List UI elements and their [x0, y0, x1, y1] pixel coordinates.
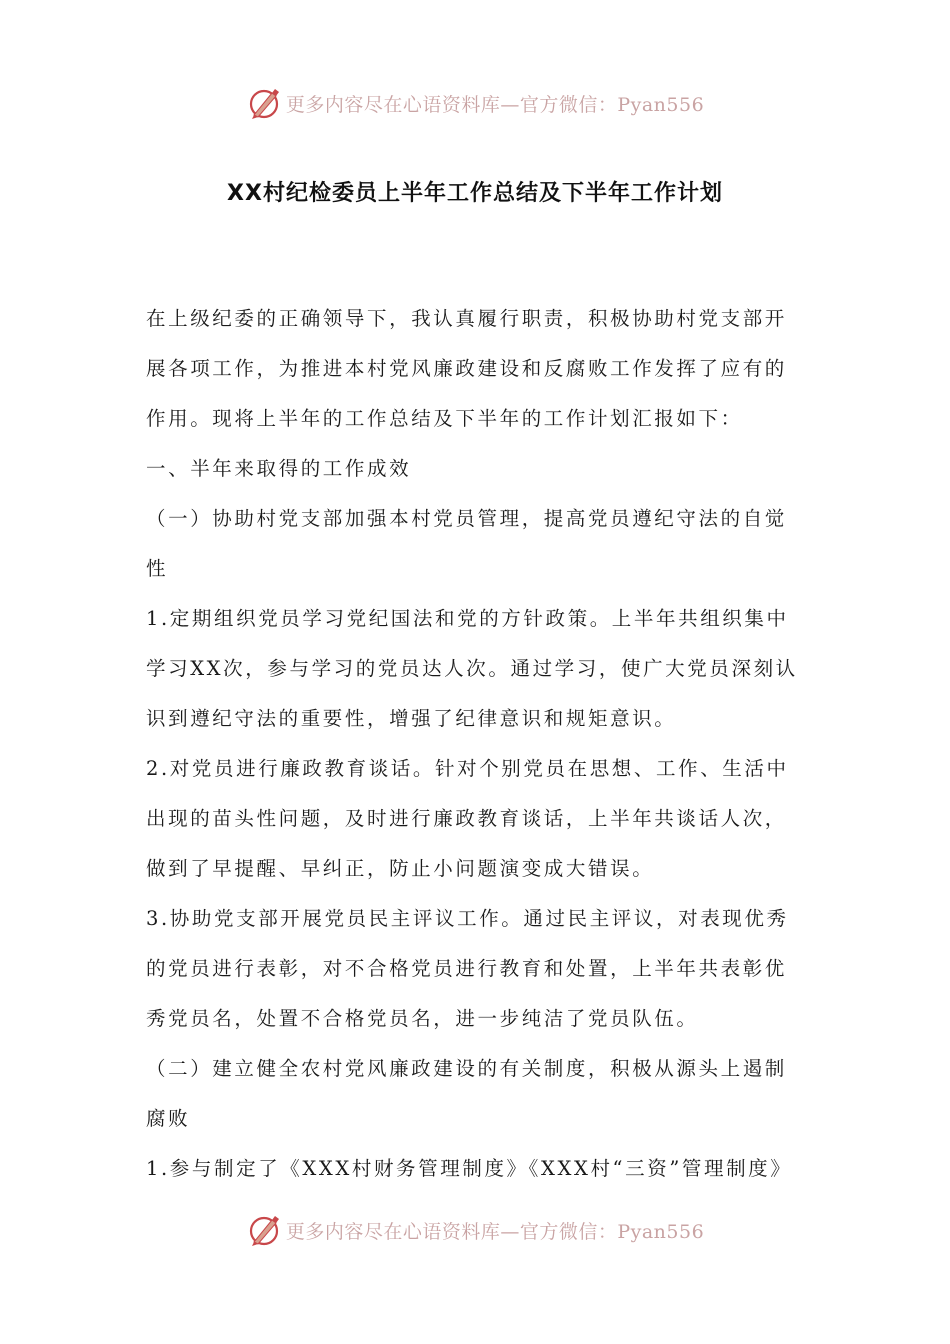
body-line: 展各项工作，为推进本村党风廉政建设和反腐败工作发挥了应有的 — [146, 357, 787, 380]
body-line: 识到遵纪守法的重要性，增强了纪律意识和规矩意识。 — [146, 707, 677, 730]
body-line: 3.协助党支部开展党员民主评议工作。通过民主评议，对表现优秀 — [146, 907, 789, 930]
body-line: 在上级纪委的正确领导下，我认真履行职责，积极协助村党支部开 — [146, 307, 787, 330]
body-line: 1.定期组织党员学习党纪国法和党的方针政策。上半年共组织集中 — [146, 607, 789, 630]
page-title: XX村纪检委员上半年工作总结及下半年工作计划 — [227, 181, 723, 206]
body-line: 做到了早提醒、早纠正，防止小问题演变成大错误。 — [146, 857, 655, 880]
pen-circle-logo-icon — [246, 1212, 282, 1248]
watermark-text: 更多内容尽在心语资料库—官方微信：Pyan556 — [285, 1220, 705, 1243]
body-line: 的党员进行表彰，对不合格党员进行教育和处置，上半年共表彰优 — [146, 957, 787, 980]
pen-circle-logo-icon — [246, 85, 282, 121]
header-watermark-banner — [0, 83, 950, 123]
footer-watermark-banner — [0, 1210, 950, 1250]
body-line: 出现的苗头性问题，及时进行廉政教育谈话，上半年共谈话人次， — [146, 807, 787, 830]
section-heading: 一、半年来取得的工作成效 — [146, 457, 412, 480]
subsection-heading: （一）协助村党支部加强本村党员管理，提高党员遵纪守法的自觉 — [146, 507, 787, 530]
subsection-heading: （二）建立健全农村党风廉政建设的有关制度，积极从源头上遏制 — [146, 1057, 787, 1080]
subsection-heading: 性 — [146, 557, 169, 580]
body-line: 学习XX次，参与学习的党员达人次。通过学习，使广大党员深刻认 — [146, 657, 798, 680]
body-line: 作用。现将上半年的工作总结及下半年的工作计划汇报如下： — [146, 407, 743, 430]
body-line: 2.对党员进行廉政教育谈话。针对个别党员在思想、工作、生活中 — [146, 757, 789, 780]
watermark-text: 更多内容尽在心语资料库—官方微信：Pyan556 — [285, 93, 705, 116]
document-body — [146, 294, 806, 1194]
body-line: 1.参与制定了《XXX村财务管理制度》《XXX村“三资”管理制度》 — [146, 1157, 793, 1180]
body-line: 秀党员名，处置不合格党员名，进一步纯洁了党员队伍。 — [146, 1007, 699, 1030]
subsection-heading: 腐败 — [146, 1107, 191, 1130]
